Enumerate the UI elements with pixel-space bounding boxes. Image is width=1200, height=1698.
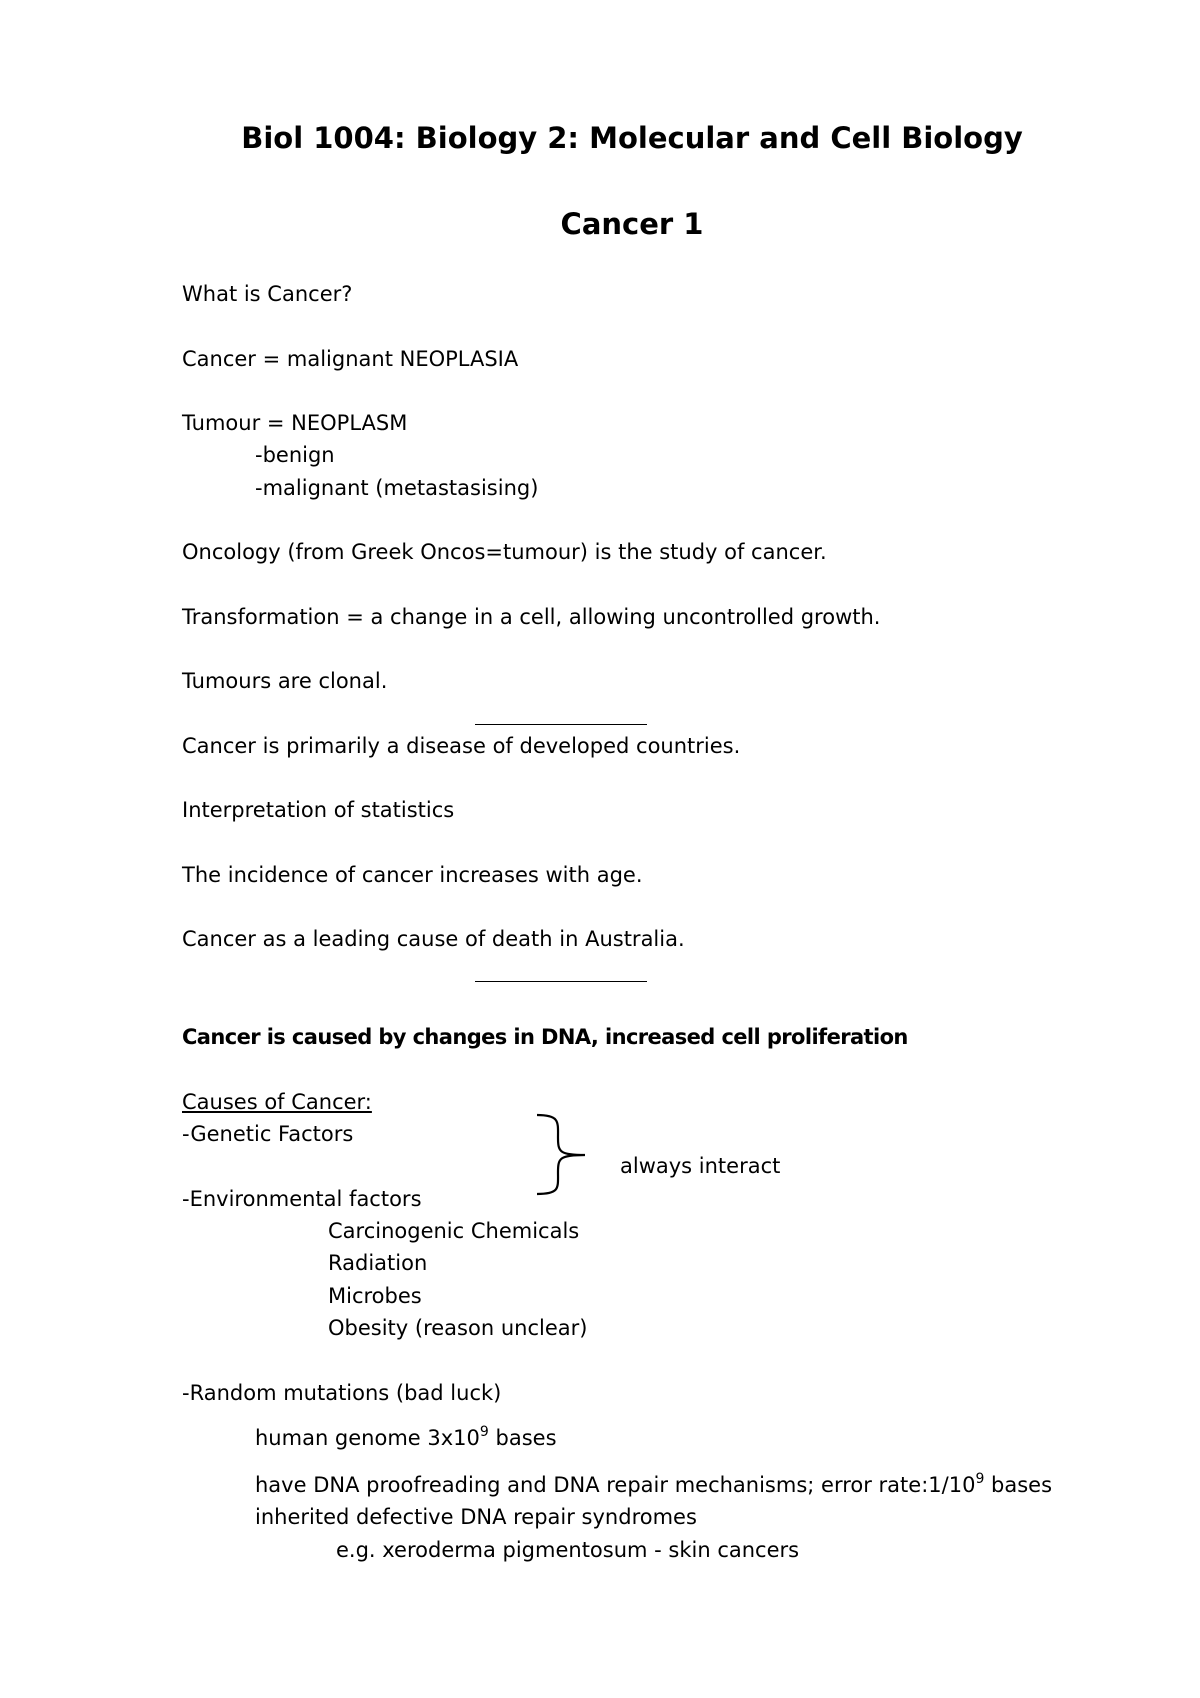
env-item: Radiation xyxy=(328,1251,428,1275)
genome-size-line xyxy=(255,1424,557,1450)
repair-exponent: 9 xyxy=(975,1471,985,1487)
env-item: Microbes xyxy=(328,1284,422,1308)
tumour-definition: Tumour = NEOPLASM xyxy=(182,411,408,435)
genome-exponent: 9 xyxy=(479,1424,489,1440)
example-line: e.g. xeroderma pigmentosum - skin cancers xyxy=(336,1538,800,1562)
section-divider xyxy=(475,724,647,725)
question-line: What is Cancer? xyxy=(182,282,353,306)
australia-line: Cancer as a leading cause of death in Australia. xyxy=(182,927,685,951)
env-item: Carcinogenic Chemicals xyxy=(328,1219,580,1243)
causes-heading: Cancer is caused by changes in DNA, increased cell proliferation xyxy=(182,1025,908,1049)
age-line: The incidence of cancer increases with age. xyxy=(182,863,643,887)
inherited-line: inherited defective DNA repair syndromes xyxy=(255,1505,697,1529)
repair-line xyxy=(255,1471,1053,1497)
clonal-line: Tumours are clonal. xyxy=(182,669,388,693)
brace-icon xyxy=(530,1110,600,1200)
course-title: Biol 1004: Biology 2: Molecular and Cell Biology xyxy=(241,121,1023,155)
repair-unit: bases xyxy=(984,1473,1053,1497)
genome-text: human genome 3x10 xyxy=(255,1426,480,1450)
tumour-type-malignant: -malignant (metastasising) xyxy=(255,476,539,500)
section-divider xyxy=(475,981,647,982)
developed-line: Cancer is primarily a disease of developed countries. xyxy=(182,734,741,758)
random-mutations: -Random mutations (bad luck) xyxy=(182,1381,502,1405)
cancer-definition: Cancer = malignant NEOPLASIA xyxy=(182,347,519,371)
transformation-line: Transformation = a change in a cell, allowing uncontrolled growth. xyxy=(182,605,881,629)
causes-subheading: Causes of Cancer: xyxy=(182,1090,372,1114)
env-item: Obesity (reason unclear) xyxy=(328,1316,588,1340)
environmental-factors: -Environmental factors xyxy=(182,1187,422,1211)
interact-note: always interact xyxy=(620,1154,781,1178)
oncology-line: Oncology (from Greek Oncos=tumour) is the study of cancer. xyxy=(182,540,827,564)
lecture-title: Cancer 1 xyxy=(560,207,704,241)
genetic-factors: -Genetic Factors xyxy=(182,1122,354,1146)
repair-text: have DNA proofreading and DNA repair mechanisms; error rate:1/10 xyxy=(255,1473,976,1497)
tumour-type-benign: -benign xyxy=(255,443,335,467)
genome-unit: bases xyxy=(488,1426,557,1450)
interpretation-line: Interpretation of statistics xyxy=(182,798,455,822)
